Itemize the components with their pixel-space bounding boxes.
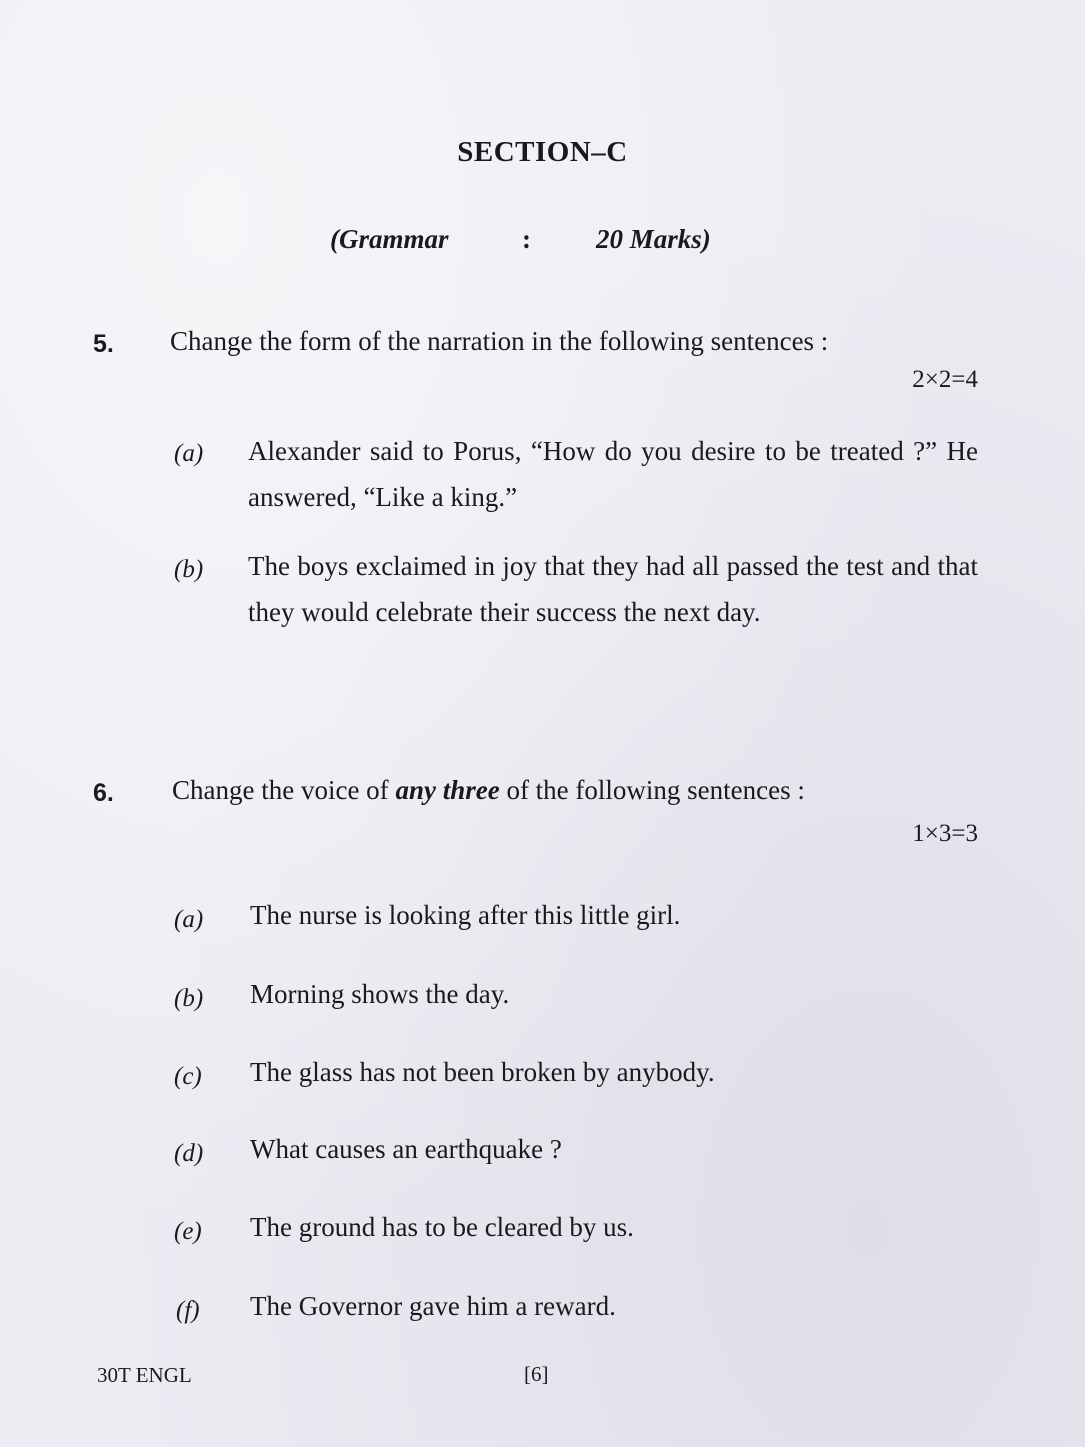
question-6-item-c-label: (c) <box>174 1063 202 1090</box>
question-5-text: Change the form of the narration in the following sentences : <box>170 326 829 356</box>
question-5-item-b-text: The boys exclaimed in joy that they had all passed the test and that they would celebrate their success the next day. <box>248 551 978 627</box>
question-6-text-before: Change the voice of <box>172 775 396 805</box>
question-6-item-a-text: The nurse is looking after this little girl. <box>250 900 681 930</box>
question-6-item-b-label: (b) <box>174 985 204 1012</box>
question-6-item-e-text: The ground has to be cleared by us. <box>250 1212 634 1242</box>
question-6-text-after: of the following sentences : <box>499 775 805 805</box>
question-5-marks: 2×2=4 <box>912 366 978 393</box>
question-6-item-f-label: (f) <box>176 1297 200 1324</box>
question-6-number: 6. <box>93 779 114 807</box>
question-5-item-a-text: Alexander said to Porus, “How do you desire to be treated ?” He answered, “Like a king.” <box>248 436 978 512</box>
question-6-item-d-label: (d) <box>174 1140 204 1167</box>
question-6-item-f-text: The Governor gave him a reward. <box>250 1291 616 1321</box>
subtitle-colon: : <box>522 224 531 254</box>
question-6-item-d-text: What causes an earthquake ? <box>250 1134 562 1164</box>
paper-code: 30T ENGL <box>97 1363 192 1387</box>
question-6-item-e-label: (e) <box>174 1218 202 1245</box>
question-6-text <box>172 768 805 812</box>
question-5-number: 5. <box>93 330 114 358</box>
subtitle-category: (Grammar <box>330 224 449 254</box>
question-5-item-b-label: (b) <box>174 556 204 583</box>
question-6-marks: 1×3=3 <box>912 820 978 847</box>
question-5-item-a-label: (a) <box>174 440 204 467</box>
question-6-item-c-text: The glass has not been broken by anybody. <box>250 1057 715 1087</box>
question-6-item-b-text: Morning shows the day. <box>250 979 510 1009</box>
question-6-text-emphasis: any three <box>395 775 500 805</box>
subtitle-marks: 20 Marks) <box>596 224 711 254</box>
section-title: SECTION–C <box>457 136 628 168</box>
question-6-item-a-label: (a) <box>174 906 204 933</box>
page-number: [6] <box>524 1362 549 1386</box>
